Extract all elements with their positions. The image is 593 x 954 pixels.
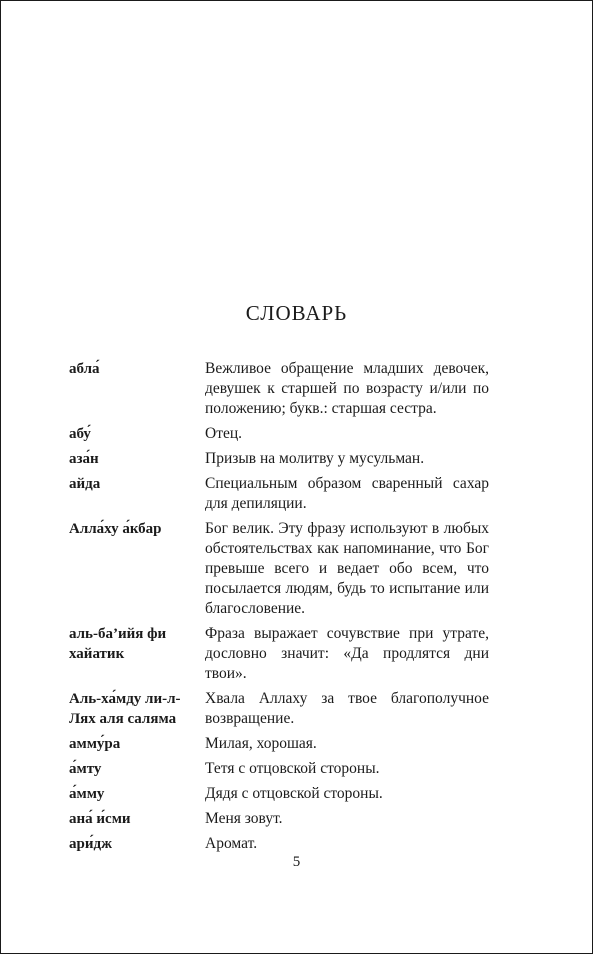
glossary-entry (69, 759, 489, 779)
glossary-entry (69, 359, 489, 419)
glossary-definition: Специальным образом сваренный сахар для депиляции. (205, 475, 489, 512)
glossary-definition: Хвала Аллаху за твое благополучное возвращение. (205, 690, 489, 727)
glossary-entry (69, 474, 489, 514)
glossary-term: ана́ и́сми (69, 811, 131, 827)
glossary-term: Аль-ха́мду ли-л-Лях аля саляма (69, 691, 181, 727)
glossary-definition: Призыв на молитву у мусульман. (205, 450, 425, 467)
page-title: СЛОВАРЬ (245, 301, 348, 325)
glossary-term: а́мту (69, 761, 102, 777)
glossary-entry (69, 689, 489, 729)
glossary-term: айда (69, 476, 101, 492)
page-number: 5 (292, 854, 301, 870)
glossary-term: аза́н (69, 451, 99, 467)
glossary-entry (69, 784, 489, 804)
glossary-term: амму́ра (69, 736, 121, 752)
glossary-entry (69, 734, 489, 754)
glossary-term: абу́ (69, 426, 91, 442)
glossary-entry (69, 449, 489, 469)
glossary-term: абла́ (69, 361, 100, 377)
glossary-term: Алла́ху а́кбар (69, 521, 162, 537)
glossary-definition: Фраза выражает сочувствие при утрате, дословно значит: «Да продлятся дни твои». (205, 625, 489, 682)
glossary-definition: Милая, хорошая. (205, 735, 317, 752)
glossary-definition: Аромат. (205, 835, 258, 852)
glossary-definition: Дядя с отцовской стороны. (205, 785, 383, 802)
glossary-entry (69, 624, 489, 684)
glossary-definition: Бог велик. Эту фразу используют в любых обстоятельствах как напоминание, что Бог превыше всего и ведает обо всем, что посылается людям, будь то испытание или благословение. (205, 520, 489, 617)
glossary-entry (69, 424, 489, 444)
glossary-term: а́мму (69, 786, 105, 802)
glossary-term: аль-ба’ийя фи хайатик (69, 626, 167, 662)
glossary-term: ари́дж (69, 836, 112, 852)
glossary-entry (69, 809, 489, 829)
glossary-entry (69, 519, 489, 619)
glossary-definition: Тетя с отцовской стороны. (205, 760, 380, 777)
glossary-definition: Меня зовут. (205, 810, 283, 827)
glossary-entry (69, 834, 489, 854)
glossary-definition: Вежливое обращение младших девочек, девушек к старшей по возрасту и/или по положению; букв.: старшая сестра. (205, 360, 489, 417)
glossary-definition: Отец. (205, 425, 243, 442)
glossary-list (69, 359, 489, 859)
